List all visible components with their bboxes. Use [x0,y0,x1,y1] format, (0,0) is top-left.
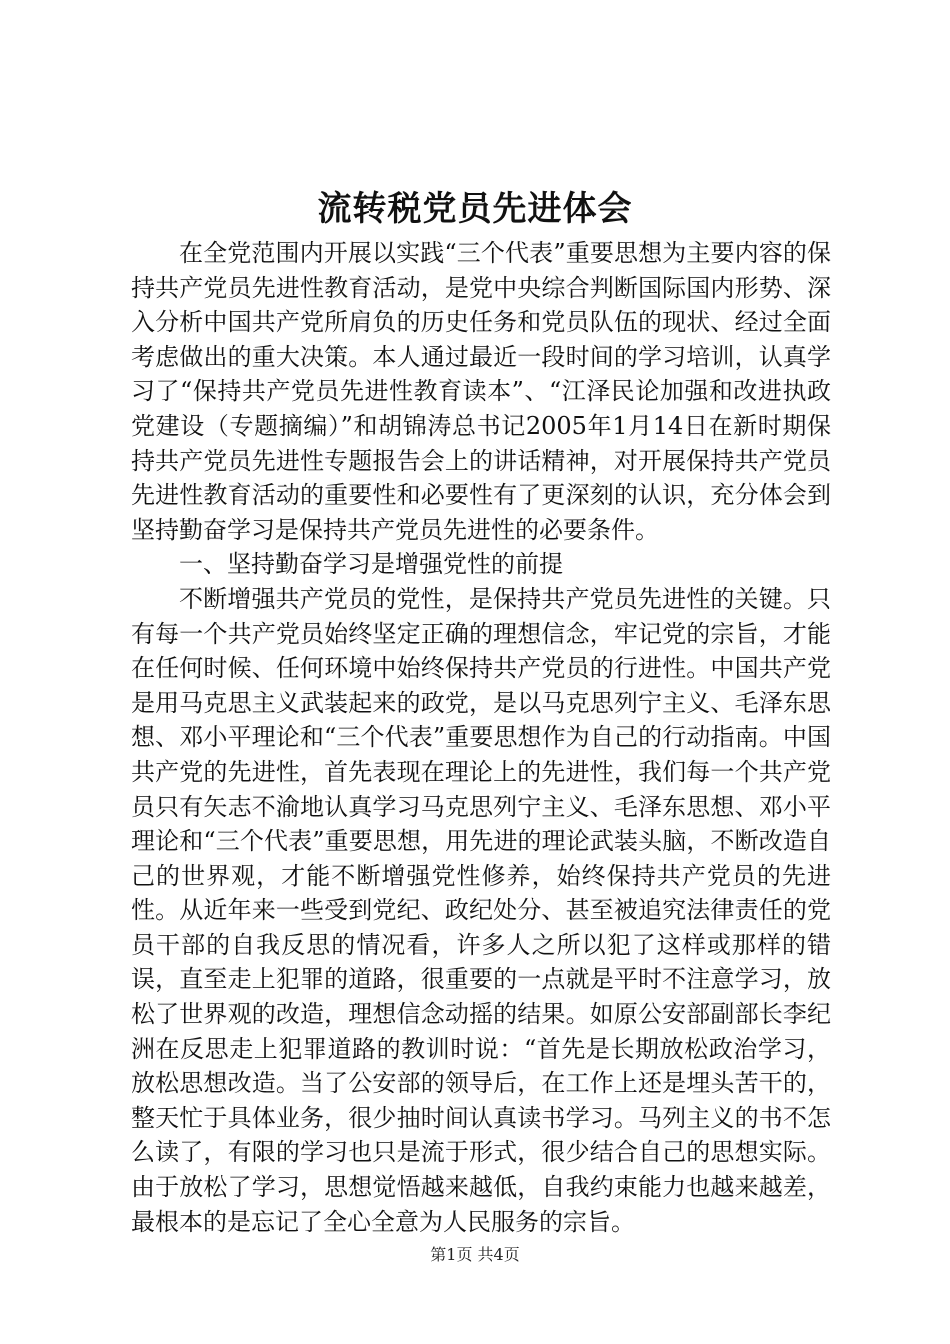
page-footer: 第1页 共4页 [430,1245,520,1264]
document-title: 流转税党员先进体会 [317,189,633,229]
section-heading: 一、坚持勤奋学习是增强党性的前提 [179,550,563,579]
body-paragraph: 不断增强共产党员的党性，是保持共产党员先进性的关键。只有每一个共产党员始终坚定正确的理想信念，牢记党的宗旨，才能在任何时候、任何环境中始终保持共产党员的行进性。中国共产党是用马克思主义武装起来的政党，是以马克思列宁主义、毛泽东思想、邓小平理论和“三个代表”重要思想作为自己的行动指南。中国共产党的先进性，首先表现在理论上的先进性，我们每一个共产党员只有矢志不渝地认真学习马克思列宁主义、毛泽东思想、邓小平理论和“三个代表”重要思想，用先进的理论武装头脑，不断改造自己的世界观，才能不断增强党性修养，始终保持共产党员的先进性。从近年来一些受到党纪、政纪处分、甚至被追究法律责任的党员干部的自我反思的情况看，许多人之所以犯了这样或那样的错误，直至走上犯罪的道路，很重要的一点就是平时不注意学习，放松了世界观的改造，理想信念动摇的结果。如原公安部副部长李纪洲在反思走上犯罪道路的教训时说：“首先是长期放松政治学习，放松思想改造。当了公安部的领导后，在工作上还是埋头苦干的，整天忙于具体业务，很少抽时间认真读书学习。马列主义的书不怎么读了，有限的学习也只是流于形式，很少结合自己的思想实际。由于放松了学习，思想觉悟越来越低，自我约束能力也越来越差，最根本的是忘记了全心全意为人民服务的宗旨。 [131,584,831,1236]
document-body [131,236,831,1239]
intro-paragraph: 在全党范围内开展以实践“三个代表”重要思想为主要内容的保持共产党员先进性教育活动，是党中央综合判断国际国内形势、深入分析中国共产党所肩负的历史任务和党员队伍的现状、经过全面考虑做出的重大决策。本人通过最近一段时间的学习培训，认真学习了“保持共产党员先进性教育读本”、“江泽民论加强和改进执政党建设（专题摘编）”和胡锦涛总书记2005年1月14日在新时期保持共产党员先进性专题报告会上的讲话精神，对开展保持共产党员先进性教育活动的重要性和必要性有了更深刻的认识，充分体会到坚持勤奋学习是保持共产党员先进性的必要条件。 [131,239,831,544]
